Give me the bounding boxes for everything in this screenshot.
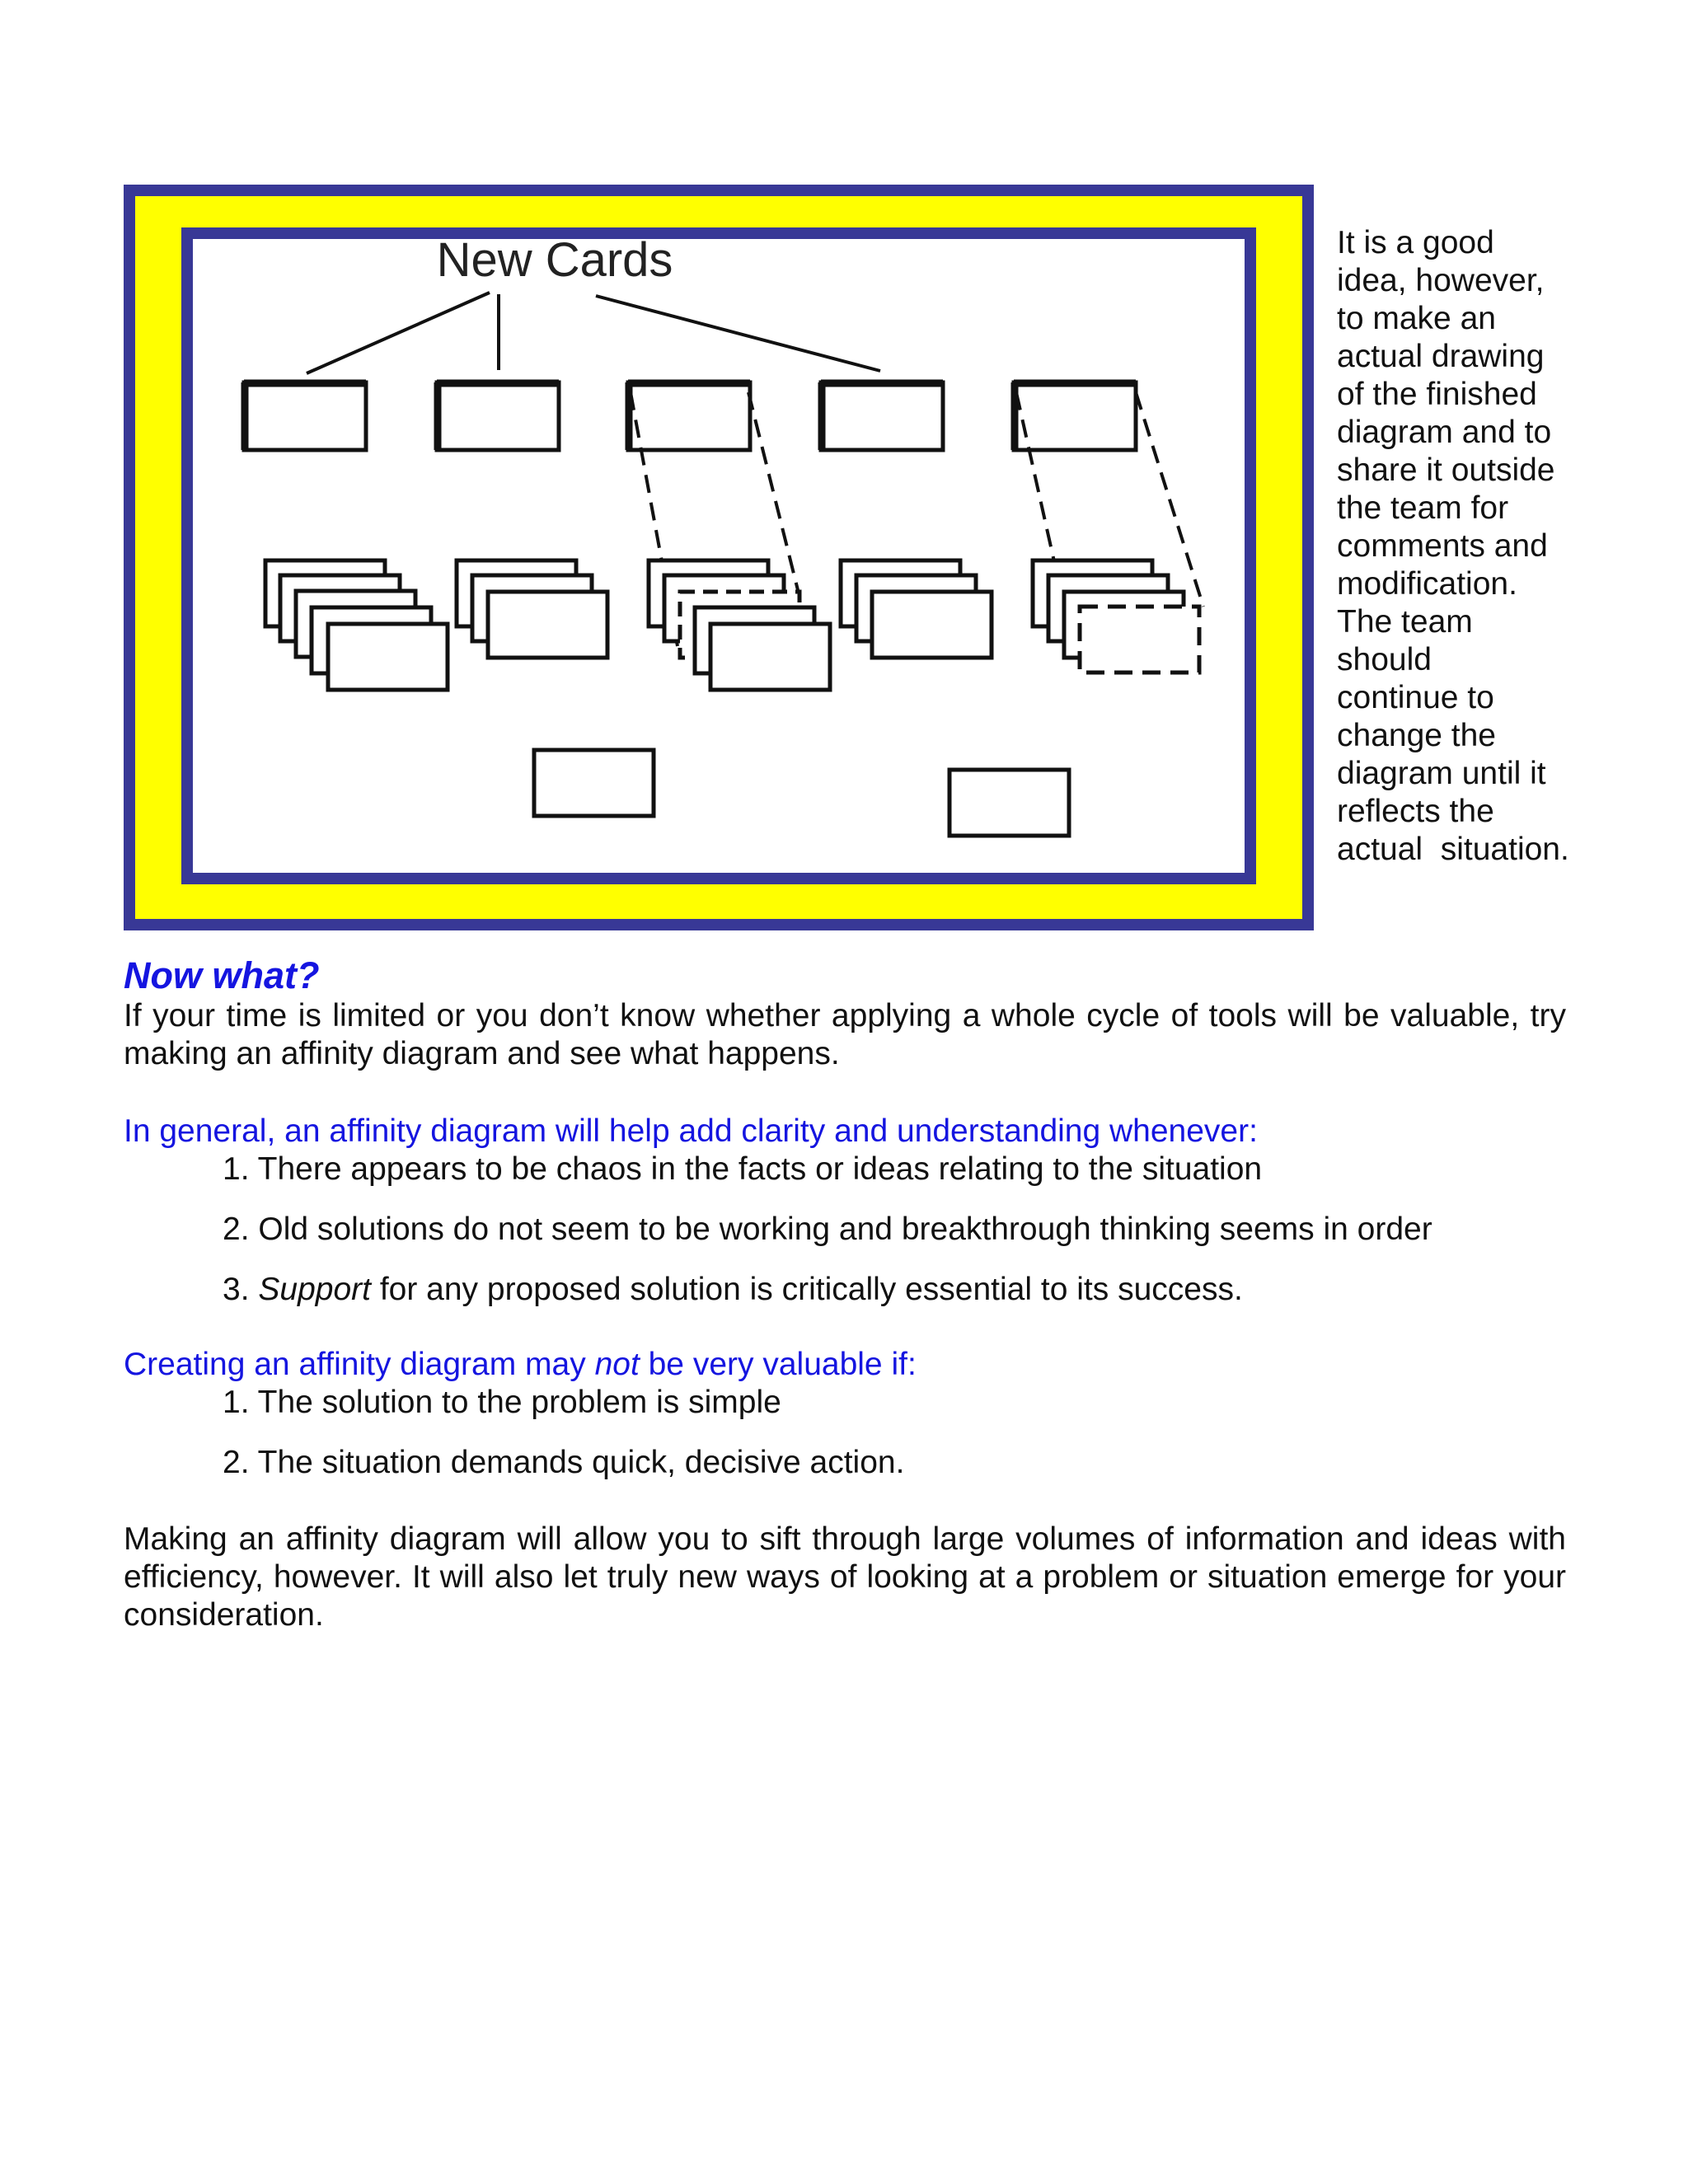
list-item-text: The situation demands quick, decisive action. (257, 1445, 905, 1480)
general-heading: In general, an affinity diagram will help add clarity and understanding whenever: (124, 1113, 1258, 1149)
list-item-number: 1. (223, 1385, 250, 1420)
side-note-line: idea, however, (1337, 263, 1545, 298)
not-valuable-heading (124, 1346, 917, 1384)
not-valuable-heading-emphasis: not (594, 1347, 640, 1382)
side-note-line: reflects the (1337, 794, 1494, 829)
closing-paragraph: Making an affinity diagram will allow you to sift through large volumes of information and ideas with efficiency, however. It will also let truly new ways of looking at a problem or situation emerge for your consideration. (124, 1521, 1566, 1633)
list-item-text: The solution to the problem is simple (257, 1385, 781, 1420)
side-note-line: to make an (1337, 301, 1496, 336)
list-item-number: 1. (223, 1151, 250, 1187)
list-item-number: 3. (223, 1272, 250, 1307)
not-valuable-heading-post: be very valuable if: (639, 1347, 917, 1382)
now-what-paragraph: If your time is limited or you don’t know whether applying a whole cycle of tools will be valuable, try making an affinity diagram and see what happens. (124, 998, 1566, 1071)
figure-canvas (193, 239, 1245, 873)
header-card-4 (821, 382, 943, 450)
list-item (223, 1384, 904, 1422)
loose-card-1 (534, 750, 654, 816)
header-card-1 (244, 382, 366, 450)
loose-card-2 (950, 770, 1069, 836)
affinity-diagram-svg (124, 185, 1314, 930)
figure-title: New Cards (436, 233, 673, 287)
list-item (223, 1444, 904, 1482)
header-card-2 (437, 382, 559, 450)
side-note-line: the team for (1337, 490, 1509, 526)
card-stack-2 (457, 560, 607, 658)
general-list (223, 1151, 1432, 1331)
list-item (223, 1211, 1432, 1249)
now-what-heading: Now what? (124, 954, 320, 996)
not-valuable-heading-pre: Creating an affinity diagram may (124, 1347, 595, 1382)
header-card-5 (1014, 382, 1136, 450)
side-note-line: modification. (1337, 566, 1517, 602)
list-item-text: There appears to be chaos in the facts or ideas relating to the situation (257, 1151, 1263, 1187)
side-note-line: actual situation. (1337, 832, 1569, 867)
side-note (1337, 224, 1675, 869)
header-card-3 (628, 382, 750, 450)
side-note-line: The team (1337, 604, 1473, 640)
list-item-text: for any proposed solution is critically essential to its success. (370, 1272, 1243, 1307)
not-valuable-list (223, 1384, 904, 1504)
list-item (223, 1271, 1432, 1309)
list-item (223, 1151, 1432, 1188)
affinity-diagram-figure (124, 185, 1314, 930)
list-item-number: 2. (223, 1445, 250, 1480)
list-item-emphasis: Support (258, 1272, 371, 1307)
side-note-line: of the finished (1337, 377, 1537, 412)
side-note-line: actual drawing (1337, 339, 1545, 374)
side-note-line: should (1337, 642, 1432, 677)
side-note-line: diagram until it (1337, 756, 1546, 791)
new-card-dashed (1080, 607, 1199, 673)
side-note-line: comments and (1337, 528, 1548, 564)
side-note-line: diagram and to (1337, 415, 1552, 450)
card-stack-4 (841, 560, 992, 658)
side-note-line: change the (1337, 718, 1497, 753)
list-item-number: 2. (223, 1212, 250, 1247)
side-note-line: It is a good (1337, 225, 1494, 260)
side-note-line: share it outside (1337, 452, 1555, 488)
side-note-line: continue to (1337, 680, 1494, 715)
list-item-text: Old solutions do not seem to be working and breakthrough thinking seems in order (258, 1212, 1432, 1247)
